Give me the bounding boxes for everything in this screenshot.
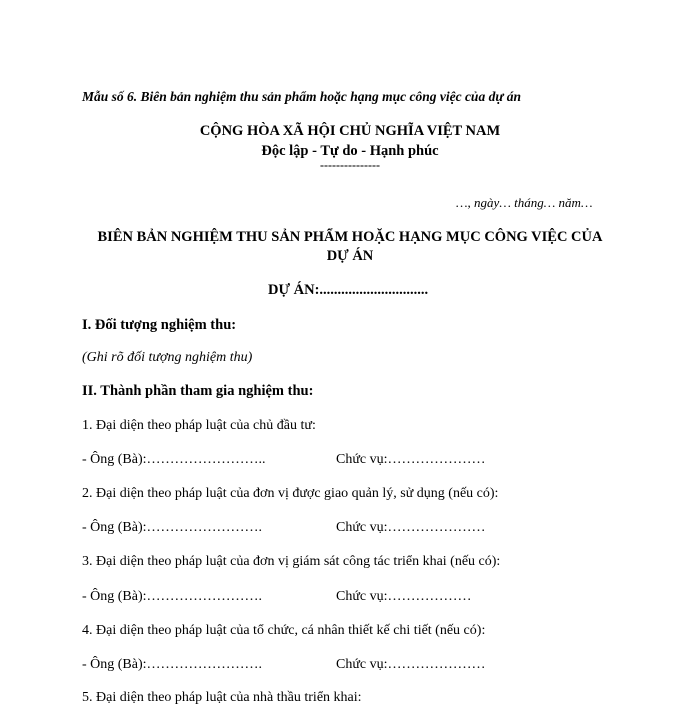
participant-3-position-field: Chức vụ:……………… xyxy=(336,589,472,604)
participant-4-position-field: Chức vụ:………………… xyxy=(336,657,486,672)
participant-1-position-field: Chức vụ:………………… xyxy=(336,452,486,467)
section-1-note: (Ghi rõ đối tượng nghiệm thu) xyxy=(82,350,253,365)
document-title-line-1: BIÊN BẢN NGHIỆM THU SẢN PHẨM HOẶC HẠNG MỤC CÔNG VIỆC CỦA xyxy=(97,229,603,245)
document-title-line-2: DỰ ÁN xyxy=(326,248,374,264)
section-1-heading: I. Đối tượng nghiệm thu: xyxy=(82,317,237,333)
project-line: DỰ ÁN:.............................. xyxy=(268,282,429,298)
participant-2-position-field: Chức vụ:………………… xyxy=(336,520,486,535)
participant-1-label: 1. Đại diện theo pháp luật của chủ đầu tư: xyxy=(82,418,316,433)
motto-divider: --------------- xyxy=(320,158,380,172)
national-title: CỘNG HÒA XÃ HỘI CHỦ NGHĨA VIỆT NAM xyxy=(199,123,501,139)
participant-3-label: 3. Đại diện theo pháp luật của đơn vị giám sát công tác triển khai (nếu có): xyxy=(82,554,501,569)
participant-1-name-field: - Ông (Bà):…………………….. xyxy=(82,452,266,467)
participant-3-name-field: - Ông (Bà):……………………. xyxy=(82,589,263,604)
national-motto: Độc lập - Tự do - Hạnh phúc xyxy=(261,143,439,159)
participant-2-name-field: - Ông (Bà):……………………. xyxy=(82,520,263,535)
participant-4-label: 4. Đại diện theo pháp luật của tổ chức, cá nhân thiết kế chi tiết (nếu có): xyxy=(82,623,486,638)
date-line: …, ngày… tháng… năm… xyxy=(456,195,593,210)
participant-2-label: 2. Đại diện theo pháp luật của đơn vị được giao quản lý, sử dụng (nếu có): xyxy=(82,486,499,501)
section-2-heading: II. Thành phần tham gia nghiệm thu: xyxy=(82,383,314,399)
form-title: Mẫu số 6. Biên bản nghiệm thu sản phẩm hoặc hạng mục công việc của dự án xyxy=(82,89,522,104)
participant-5-label: 5. Đại diện theo pháp luật của nhà thầu triển khai: xyxy=(82,690,362,705)
participant-4-name-field: - Ông (Bà):……………………. xyxy=(82,657,263,672)
